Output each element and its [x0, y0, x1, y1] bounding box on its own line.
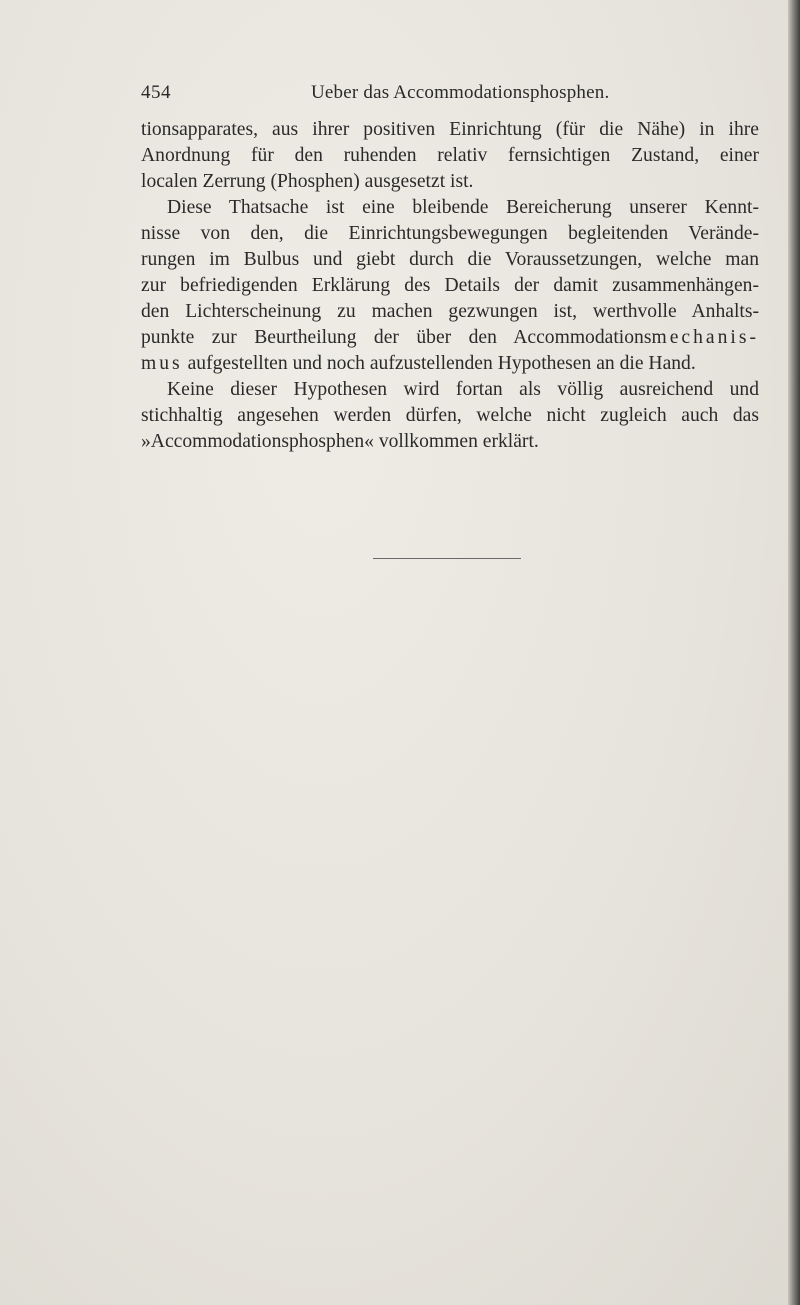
- text-line: Anordnung für den ruhenden relativ fernsichtigen Zustand, einer: [141, 145, 759, 166]
- book-spine-edge: [788, 0, 800, 1305]
- paragraph-1: [141, 117, 759, 195]
- text-line: zur befriedigenden Erklärung des Details der damit zusammenhängen-: [141, 275, 759, 296]
- text-line: nisse von den, die Einrichtungsbewegungen begleitenden Verände-: [141, 223, 759, 244]
- text-line: Keine dieser Hypothesen wird fortan als völlig ausreichend und: [167, 379, 759, 400]
- text-line: [141, 325, 759, 351]
- text-line: »Accommodationsphosphen« vollkommen erklärt.: [141, 431, 539, 452]
- emphasized-word: mus: [141, 353, 183, 374]
- paragraph-2: [141, 195, 759, 377]
- text-line: den Lichterscheinung zu machen gezwungen ist, werthvolle Anhalts-: [141, 301, 759, 322]
- page-number: 454: [141, 82, 171, 103]
- text-line: stichhaltig angesehen werden dürfen, welche nicht zugleich auch das: [141, 405, 759, 426]
- running-title: Ueber das Accommodationsphosphen.: [311, 82, 610, 103]
- text-line: tionsapparates, aus ihrer positiven Einrichtung (für die Nähe) in ihre: [141, 119, 759, 140]
- section-divider: [373, 558, 521, 559]
- text-line: rungen im Bulbus und giebt durch die Voraussetzungen, welche man: [141, 249, 759, 270]
- paragraph-3: [141, 377, 759, 455]
- text-line: localen Zerrung (Phosphen) ausgesetzt ist.: [141, 171, 474, 192]
- body-text: [141, 117, 759, 455]
- text-line: Diese Thatsache ist eine bleibende Bereicherung unserer Kennt-: [167, 197, 759, 218]
- text-span: punkte zur Beurtheilung der über den Accommodations: [141, 327, 652, 348]
- page-header: [141, 82, 753, 108]
- text-span: aufgestellten und noch aufzustellenden Hypothesen an die Hand.: [182, 353, 696, 374]
- emphasized-word: mechanis-: [651, 327, 759, 348]
- text-line: [141, 351, 759, 377]
